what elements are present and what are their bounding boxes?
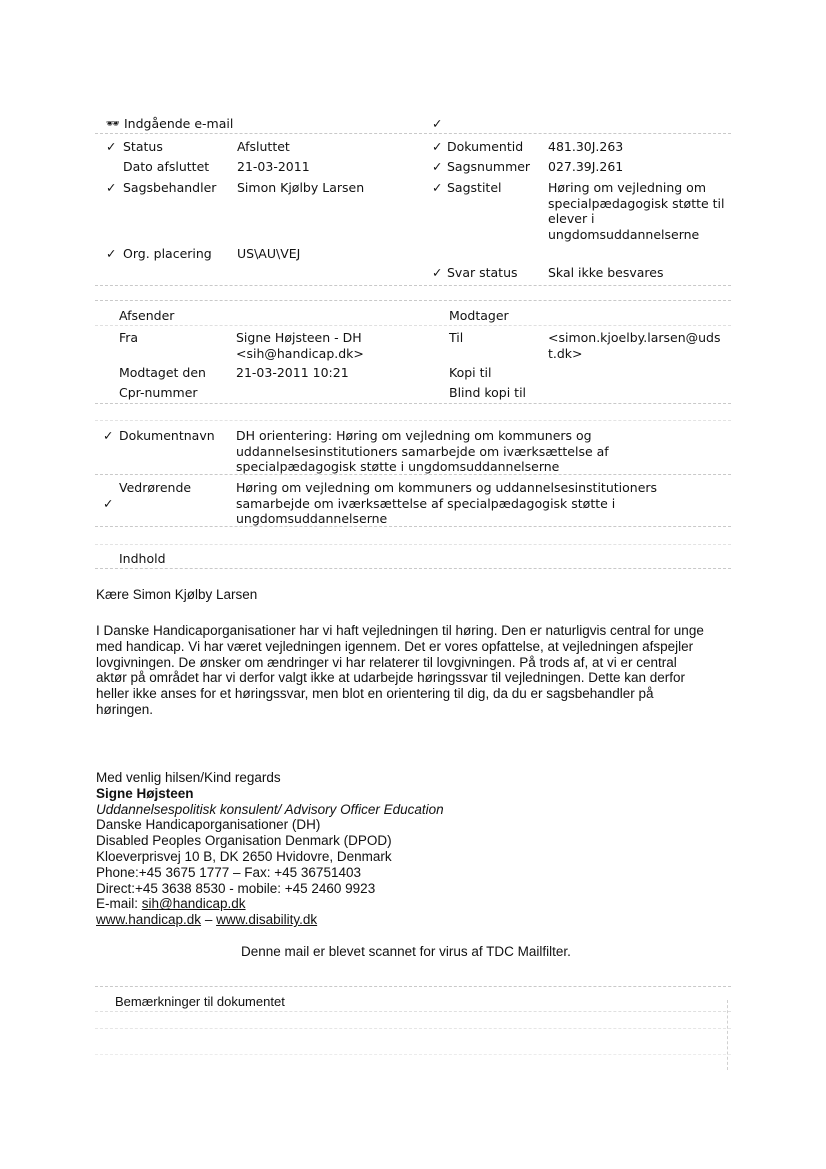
dato-afsluttet-label: Dato afsluttet [123, 159, 210, 174]
vedroerende-value: Høring om vejledning om kommuners og uddannelsesinstitutioners samarbejde om iværksættelse af specialpædagogisk støtte i ungdomsuddannelserne [236, 480, 658, 526]
body-line: I Danske Handicaporganisationer har vi haft vejledningen til høring. Den er naturligvis central for unge [96, 623, 704, 638]
modtager-heading: Modtager [449, 308, 509, 323]
indhold-heading: Indhold [119, 551, 166, 566]
dokumentnavn-label: Dokumentnavn [119, 428, 215, 443]
org-name: Danske Handicaporganisationer (DH) [96, 817, 321, 833]
til-value-2: t.dk> [548, 346, 583, 361]
link-separator: – [201, 912, 217, 928]
check-icon: ✓ [103, 428, 114, 443]
divider [95, 285, 731, 286]
til-value-1: <simon.kjoelby.larsen@uds [548, 330, 721, 345]
org-address: Kloeverprisvej 10 B, DK 2650 Hvidovre, Denmark [96, 848, 392, 864]
signer-name: Signe Højsteen [96, 785, 194, 801]
divider [95, 1028, 731, 1029]
check-icon: ✓ [432, 180, 443, 195]
divider [95, 325, 731, 326]
body-line: lovgivningen. De ønsker om ændringer vi har relaterer til lovgivningen. På trods af, at vi er central [96, 654, 677, 670]
sagsnummer-value: 027.39J.261 [548, 159, 624, 174]
check-icon: ✓ [106, 246, 117, 261]
fra-value-email: <sih@handicap.dk> [236, 346, 364, 361]
sagstitel-value: Høring om vejledning om specialpædagogisk støtte til elever i ungdomsuddannelserne [548, 180, 725, 242]
check-icon: ✓ [432, 139, 443, 154]
divider [95, 568, 731, 569]
dokumentnavn-value: DH orientering: Høring om vejledning om kommuners og uddannelsesinstitutioners samarbejde om iværksættelse af specialpædagogisk støtte i ungdomsuddannelserne [236, 428, 609, 474]
blind-kopi-label: Blind kopi til [449, 385, 527, 400]
fra-label: Fra [119, 330, 139, 345]
email-prefix: E-mail: [96, 896, 142, 912]
header-checkmark-icon: ✓ [432, 116, 443, 131]
sagsbehandler-value: Simon Kjølby Larsen [237, 180, 365, 195]
modtaget-label: Modtaget den [119, 365, 206, 380]
status-label: Status [123, 139, 163, 154]
greeting: Kære Simon Kjølby Larsen [96, 587, 258, 602]
til-label: Til [449, 330, 464, 345]
direct-mobile: Direct:+45 3638 8530 - mobile: +45 2460 9923 [96, 880, 376, 896]
check-icon: ✓ [103, 496, 114, 511]
divider [95, 300, 731, 301]
virus-scan-note: Denne mail er blevet scannet for virus af TDC Mailfilter. [241, 944, 571, 959]
divider [95, 544, 731, 545]
signer-role: Uddannelsespolitisk konsulent/ Advisory Officer Education [96, 801, 444, 817]
website-link[interactable]: www.handicap.dk [96, 912, 202, 928]
dokumentid-label: Dokumentid [447, 139, 524, 154]
regards: Med venlig hilsen/Kind regards [96, 770, 281, 785]
email-type-title: Indgående e-mail [124, 116, 234, 131]
divider [95, 526, 731, 527]
divider [95, 1011, 731, 1012]
org-name-english: Disabled Peoples Organisation Denmark (DPOD) [96, 833, 392, 849]
dokumentid-value: 481.30J.263 [548, 139, 624, 154]
glasses-icon: 🕶 [106, 117, 120, 130]
divider [95, 420, 731, 421]
svar-status-label: Svar status [447, 265, 518, 280]
sagsbehandler-label: Sagsbehandler [123, 180, 217, 195]
body-line: med handicap. Vi har været vejledningen igennem. Det er vores opfattelse, at vejledningen afspejler [96, 638, 694, 654]
email-link[interactable]: sih@handicap.dk [141, 896, 246, 912]
fra-value-name: Signe Højsteen - DH [236, 330, 362, 345]
body-line: aktør på området har vi derfor valgt ikke at udarbejde høringssvar til vejledningen. Dette kan derfor [96, 670, 686, 686]
status-value: Afsluttet [237, 139, 290, 154]
web-links [96, 912, 444, 928]
divider [727, 1000, 728, 1070]
phone-fax: Phone:+45 3675 1777 – Fax: +45 36751403 [96, 864, 361, 880]
divider [95, 133, 731, 134]
org-placering-label: Org. placering [123, 246, 212, 261]
divider [95, 1054, 731, 1055]
check-icon: ✓ [106, 180, 117, 195]
dato-afsluttet-value: 21-03-2011 [237, 159, 310, 174]
modtaget-value: 21-03-2011 10:21 [236, 365, 349, 380]
divider [95, 403, 731, 404]
signature-block [96, 770, 444, 928]
check-icon: ✓ [106, 139, 117, 154]
divider [95, 474, 731, 475]
body-line: heller ikke anses for et høringssvar, men blot en orientering til dig, da du er sagsbehandler på [96, 686, 654, 702]
afsender-heading: Afsender [119, 308, 175, 323]
org-placering-value: US\AU\VEJ [237, 246, 301, 261]
remarks-heading: Bemærkninger til dokumentet [115, 994, 285, 1009]
divider [95, 986, 731, 987]
body-line: høringen. [96, 701, 154, 717]
cpr-label: Cpr-nummer [119, 385, 198, 400]
sagstitel-label: Sagstitel [447, 180, 502, 195]
website-link-english[interactable]: www.disability.dk [216, 912, 318, 928]
svar-status-value: Skal ikke besvares [548, 265, 664, 280]
check-icon: ✓ [432, 159, 443, 174]
email-line [96, 896, 444, 912]
sagsnummer-label: Sagsnummer [447, 159, 531, 174]
vedroerende-label: Vedrørende [119, 480, 192, 495]
check-icon: ✓ [432, 265, 443, 280]
kopi-label: Kopi til [449, 365, 492, 380]
body-paragraph [96, 623, 704, 718]
